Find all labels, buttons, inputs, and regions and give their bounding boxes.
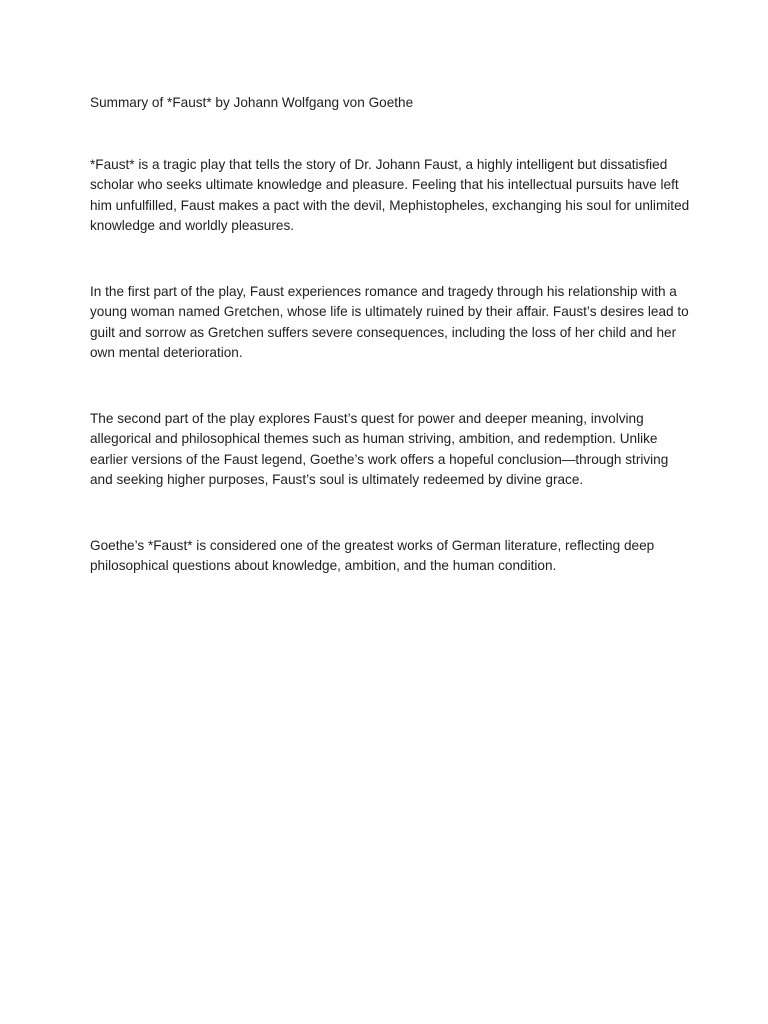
paragraph-part-one: In the first part of the play, Faust experiences romance and tragedy through his relationship with a young woman named Gretchen, whose life is ultimately ruined by their affair. Faust’s desires lead to guilt and sorrow as Gretchen suffers severe consequences, including the loss of her child and her own mental deterioration.: [90, 283, 689, 360]
paragraph-intro: *Faust* is a tragic play that tells the story of Dr. Johann Faust, a highly intelligent but dissatisfied scholar who seeks ultimate knowledge and pleasure. Feeling that his intellectual pursuits have left him unfulfilled, Faust makes a pact with the devil, Mephistopheles, exchanging his soul for unlimited knowledge and worldly pleasures.: [90, 156, 690, 233]
paragraph-conclusion: Goethe’s *Faust* is considered one of the greatest works of German literature, reflecting deep philosophical questions about knowledge, ambition, and the human condition.: [90, 537, 655, 573]
document-title: Summary of *Faust* by Johann Wolfgang von Goethe: [90, 95, 414, 110]
paragraph-part-two: The second part of the play explores Faust’s quest for power and deeper meaning, involving allegorical and philosophical themes such as human striving, ambition, and redemption. Unlike earlier versions of the Faust legend, Goethe’s work offers a hopeful conclusion—through striving and seeking higher purposes, Faust’s soul is ultimately redeemed by divine grace.: [90, 410, 669, 487]
document-body: [90, 93, 690, 577]
